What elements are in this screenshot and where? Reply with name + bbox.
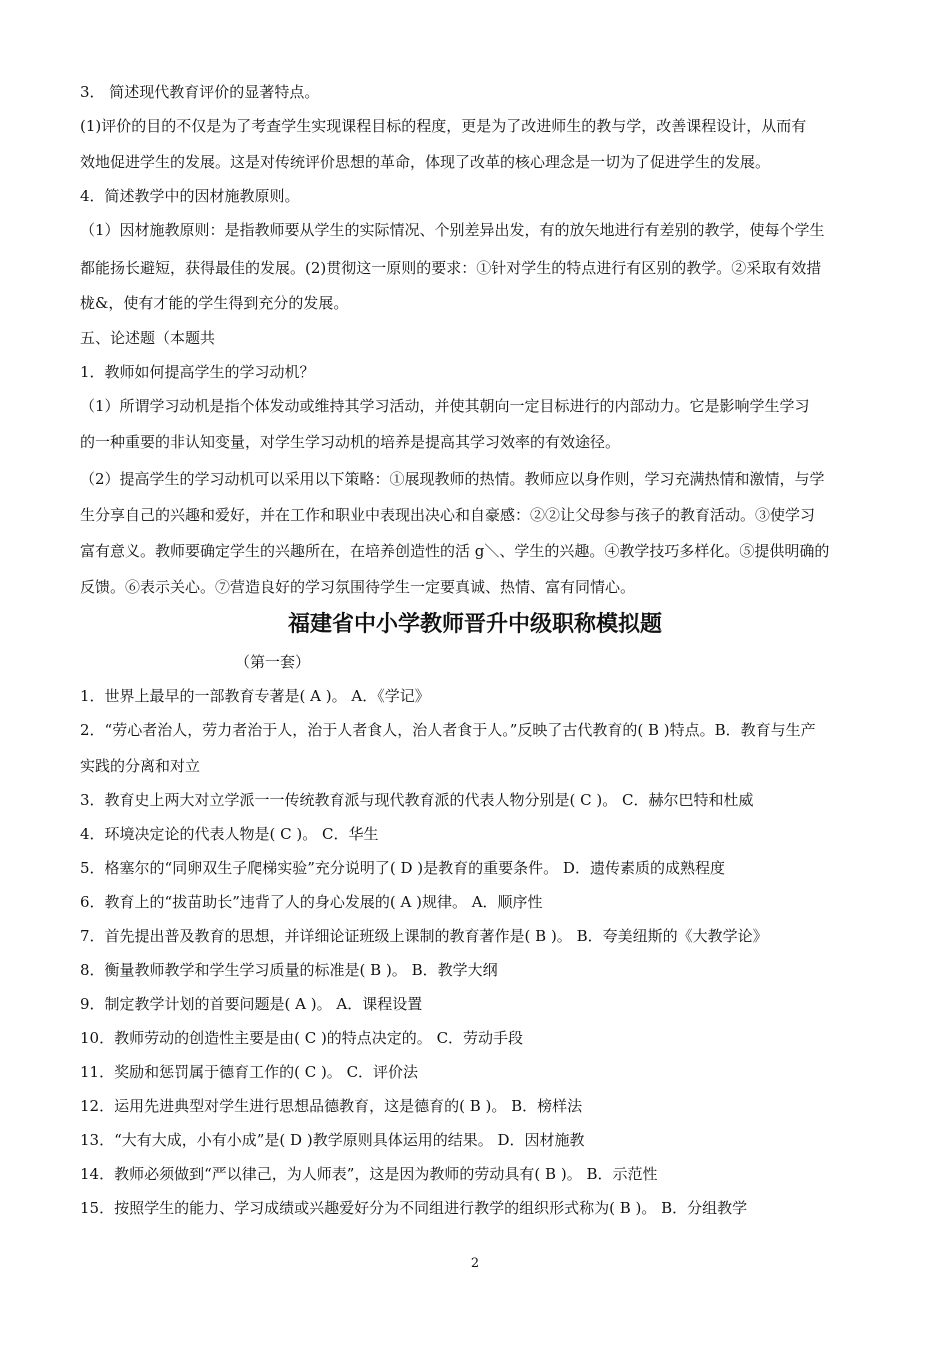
exam-item: 15．按照学生的能力、学习成绩或兴趣爱好分为不同组进行教学的组织形式称为( B )。 B．分组教学 bbox=[80, 1199, 748, 1217]
answer-line: 反馈。⑥表示关心。⑦营造良好的学习氛围待学生一定要真诚、热情、富有同情心。 bbox=[80, 578, 636, 596]
exam-item: 5．格塞尔的“同卵双生子爬梯实验”充分说明了( D )是教育的重要条件。 D．遗传素质的成熟程度 bbox=[80, 859, 725, 877]
exam-item: 12．运用先进典型对学生进行思想品德教育，这是德育的( B )。 B．榜样法 bbox=[80, 1097, 583, 1115]
page-number: 2 bbox=[470, 1256, 480, 1271]
section-heading: 五、论述题（本题共 bbox=[80, 329, 216, 347]
exam-item: 10．教师劳动的创造性主要是由( C )的特点决定的。 C．劳动手段 bbox=[80, 1029, 524, 1047]
exam-item: 实践的分离和对立 bbox=[80, 757, 201, 775]
answer-line: （1）因材施教原则：是指教师要从学生的实际情况、个别差异出发，有的放矢地进行有差别的教学，使每个学生 bbox=[80, 221, 825, 239]
question-heading: 1．教师如何提高学生的学习动机？ bbox=[80, 363, 315, 381]
answer-line: 的一种重要的非认知变量，对学生学习动机的培养是提高其学习效率的有效途径。 bbox=[80, 433, 621, 451]
question-heading: 3． 简述现代教育评价的显著特点。 bbox=[80, 83, 320, 101]
answer-line: 效地促进学生的发展。这是对传统评价思想的革命，体现了改革的核心理念是一切为了促进学生的发展。 bbox=[80, 153, 771, 171]
exam-title: 福建省中小学教师晋升中级职称模拟题 bbox=[287, 612, 662, 637]
exam-item: 14．教师必须做到“严以律己，为人师表”，这是因为教师的劳动具有( B )。 B．示范性 bbox=[80, 1165, 658, 1183]
answer-line: 都能扬长避短，获得最佳的发展。(2)贯彻这一原则的要求：①针对学生的特点进行有区别的教学。②采取有效措 bbox=[80, 259, 822, 277]
exam-item: 3．教育史上两大对立学派一一传统教育派与现代教育派的代表人物分别是( C )。 C．赫尔巴特和杜威 bbox=[80, 791, 754, 809]
exam-item: 7．首先提出普及教育的思想，并详细论证班级上课制的教育著作是( B )。 B．夸美纽斯的《大教学论》 bbox=[80, 927, 768, 945]
exam-item: 13．“大有大成，小有小成”是( D )教学原则具体运用的结果。 D．因材施教 bbox=[80, 1131, 585, 1149]
answer-line: （2）提高学生的学习动机可以采用以下策略：①展现教师的热情。教师应以身作则，学习充满热情和激情，与学 bbox=[80, 470, 825, 488]
answer-line: 生分享自己的兴趣和爱好，并在工作和职业中表现出决心和自豪感：②②让父母参与孩子的教育活动。③使学习 bbox=[80, 506, 816, 524]
exam-item: 1．世界上最早的一部教育专著是( A )。 A．《学记》 bbox=[80, 687, 430, 705]
exam-subtitle: （第一套） bbox=[235, 653, 311, 671]
answer-line: 栊&，使有才能的学生得到充分的发展。 bbox=[80, 294, 349, 312]
exam-item: 2．“劳心者治人，劳力者治于人，治于人者食人，治人者食于人。”反映了古代教育的( B )特点。B．教育与生产 bbox=[80, 721, 816, 739]
exam-item: 4．环境决定论的代表人物是( C )。 C．华生 bbox=[80, 825, 379, 843]
answer-line: （1）所谓学习动机是指个体发动或维持其学习活动，并使其朝向一定目标进行的内部动力。它是影响学生学习 bbox=[80, 397, 810, 415]
answer-line: 富有意义。教师要确定学生的兴趣所在，在培养创造性的活 g＼、学生的兴趣。④教学技巧多样化。⑤提供明确的 bbox=[80, 542, 830, 560]
answer-line: (1)评价的目的不仅是为了考查学生实现课程目标的程度，更是为了改进师生的教与学，改善课程设计，从而有 bbox=[80, 117, 807, 135]
exam-item: 6．教育上的“拔苗助长”违背了人的身心发展的( A )规律。 A．顺序性 bbox=[80, 893, 543, 911]
question-heading: 4．简述教学中的因材施教原则。 bbox=[80, 187, 300, 205]
exam-item: 11．奖励和惩罚属于德育工作的( C )。 C．评价法 bbox=[80, 1063, 419, 1081]
exam-item: 8．衡量教师教学和学生学习质量的标准是( B )。 B．教学大纲 bbox=[80, 961, 498, 979]
exam-item: 9．制定教学计划的首要问题是( A )。 A．课程设置 bbox=[80, 995, 423, 1013]
